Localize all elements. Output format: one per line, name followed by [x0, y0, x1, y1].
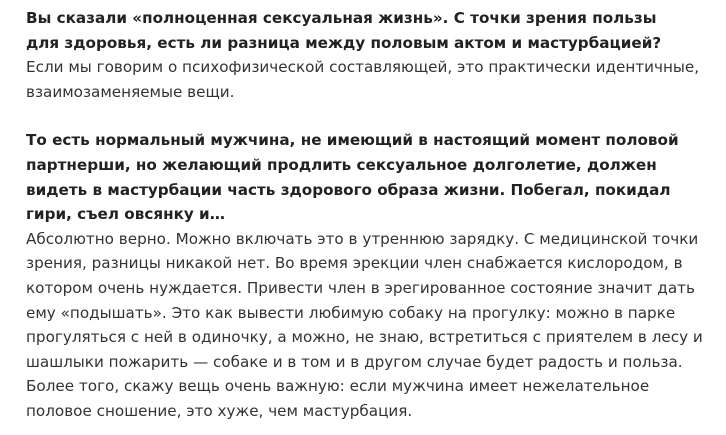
answer-line: Абсолютно верно. Можно включать это в утреннюю зарядку. С медицинской точки	[26, 229, 699, 248]
qa-block-1	[26, 6, 706, 104]
question-line: То есть нормальный мужчина, не имеющий в настоящий момент половой	[26, 131, 679, 150]
answer-line: Более того, скажу вещь очень важную: если мужчина имеет нежелательное	[26, 377, 650, 396]
qa-block-2	[26, 128, 706, 423]
question-line: партнерши, но желающий продлить сексуальное долголетие, должен	[26, 155, 657, 174]
answer-line: половое сношение, это хуже, чем мастурбация.	[26, 401, 413, 420]
answer-line: Если мы говорим о психофизической составляющей, это практически идентичные,	[26, 58, 700, 77]
answer-line: прогуляться с ней в одиночку, а можно, не знаю, встретиться с приятелем в лесу и	[26, 328, 703, 347]
answer-line: шашлыки пожарить — собаке и в том и в другом случае будет радость и польза.	[26, 352, 683, 371]
question-line: для здоровья, есть ли разница между половым актом и мастурбацией?	[26, 33, 662, 52]
answer-line: ему «подышать». Это как вывести любимую собаку на прогулку: можно в парке	[26, 303, 676, 322]
answer-line: взаимозаменяемые вещи.	[26, 82, 235, 101]
interview-article	[26, 6, 706, 424]
question-line: Вы сказали «полноценная сексуальная жизнь». С точки зрения пользы	[26, 9, 657, 27]
question-line: гири, съел овсянку и…	[26, 205, 225, 224]
question-line: видеть в мастурбации часть здорового образа жизни. Побегал, покидал	[26, 180, 671, 199]
answer-line: котором очень нуждается. Привести член в эрегированное состояние значит дать	[26, 278, 695, 297]
paragraph-gap	[26, 104, 706, 128]
answer-line: зрения, разницы никакой нет. Во время эрекции член снабжается кислородом, в	[26, 254, 683, 273]
